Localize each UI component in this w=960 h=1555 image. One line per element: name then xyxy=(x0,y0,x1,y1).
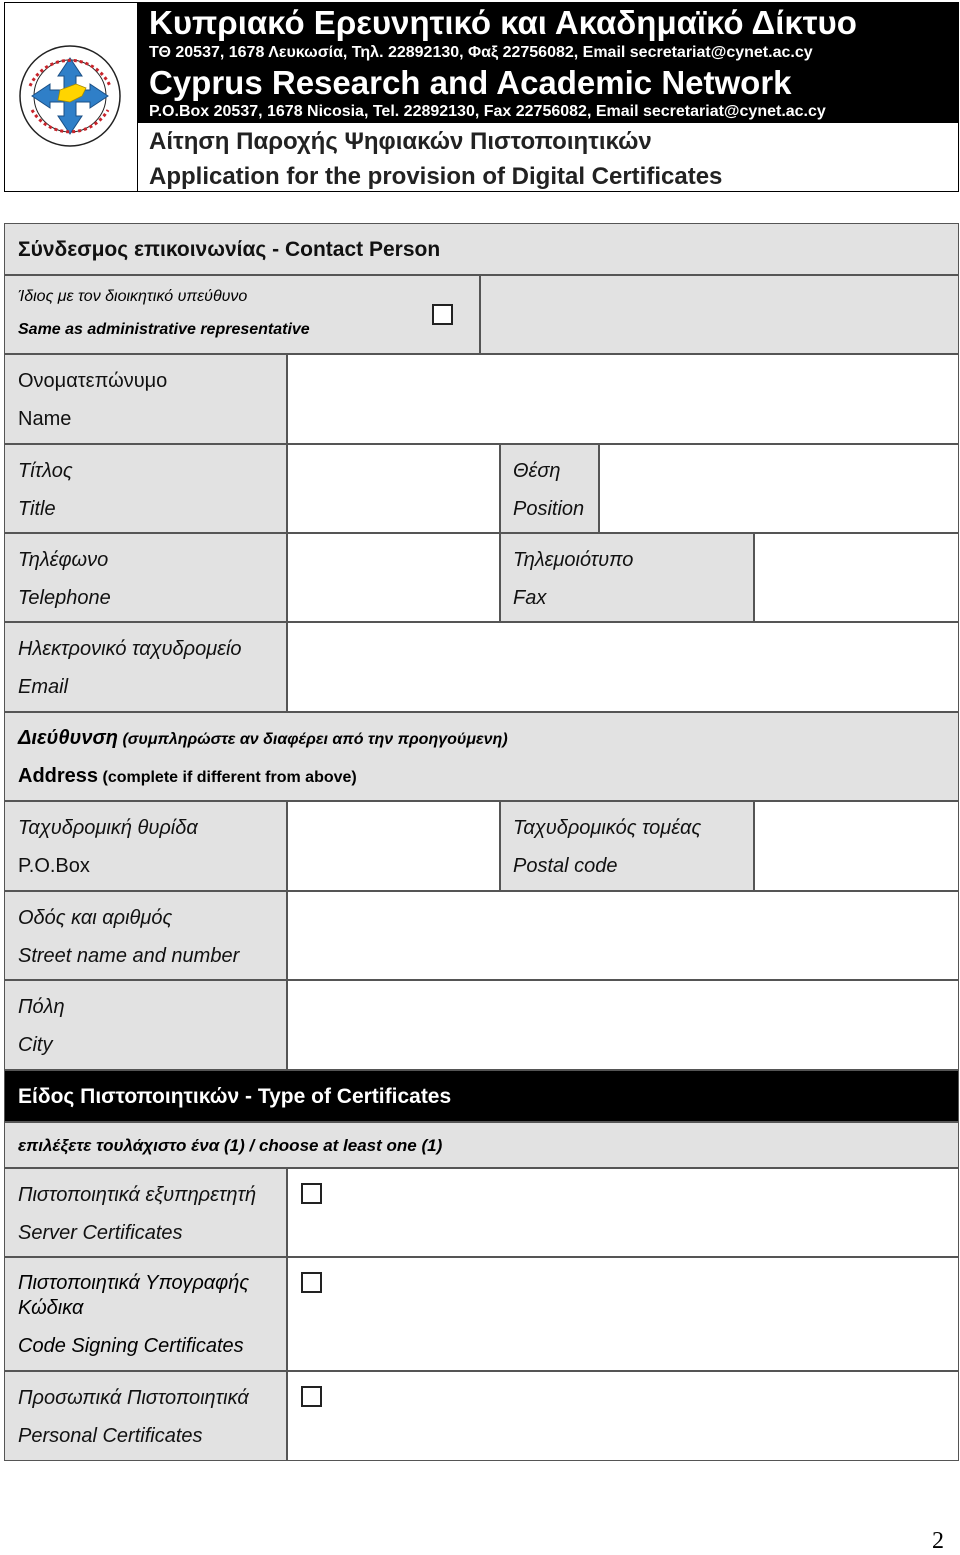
code-cert-label-en: Code Signing Certificates xyxy=(18,1335,244,1357)
address-en-bold: Address xyxy=(18,765,99,787)
org-name-en: Cyprus Research and Academic Network xyxy=(138,63,959,102)
personal-cert-label-en: Personal Certificates xyxy=(18,1425,203,1447)
pobox-label-gr: Ταχυδρομική θυρίδα xyxy=(18,817,198,839)
name-label-en: Name xyxy=(18,408,72,430)
fax-label-cell xyxy=(500,533,754,622)
city-label-en: City xyxy=(18,1034,53,1056)
fax-label-gr: Τηλεμοιότυπο xyxy=(513,549,634,571)
street-label-cell xyxy=(4,891,287,980)
server-cert-checkbox[interactable] xyxy=(301,1183,322,1204)
address-en-note: (complete if different from above) xyxy=(102,769,357,786)
server-cert-label-en: Server Certificates xyxy=(18,1222,183,1244)
email-label-cell xyxy=(4,622,287,712)
city-label-gr: Πόλη xyxy=(18,996,65,1018)
org-address-gr: ΤΘ 20537, 1678 Λευκωσία, Τηλ. 22892130, Φαξ 22756082, Email secretariat@cynet.ac.cy xyxy=(138,42,959,63)
street-label-gr: Οδός και αριθμός xyxy=(18,907,173,929)
title-label-cell xyxy=(4,444,287,533)
postal-label-en: Postal code xyxy=(513,855,618,877)
server-cert-cell xyxy=(287,1168,959,1257)
telephone-label-gr: Τηλέφωνο xyxy=(18,549,109,571)
street-field[interactable] xyxy=(287,891,959,980)
email-label-gr: Ηλεκτρονικό ταχυδρομείο xyxy=(18,638,242,660)
personal-cert-cell xyxy=(287,1371,959,1461)
title-label-gr: Τίτλος xyxy=(18,460,73,482)
same-as-admin-checkbox[interactable] xyxy=(432,304,453,325)
street-label-en: Street name and number xyxy=(18,945,240,967)
personal-cert-checkbox[interactable] xyxy=(301,1386,322,1407)
city-label-cell xyxy=(4,980,287,1070)
position-label-cell xyxy=(500,444,599,533)
contact-section-title: Σύνδεσμος επικοινωνίας - Contact Person xyxy=(18,238,441,261)
title-field[interactable] xyxy=(287,444,500,533)
position-label-en: Position xyxy=(513,498,585,520)
fax-field[interactable] xyxy=(754,533,959,622)
server-cert-label-cell xyxy=(4,1168,287,1257)
certificates-section-header xyxy=(4,1070,959,1122)
certificates-instruction-row xyxy=(4,1122,959,1168)
server-cert-label-gr: Πιστοποιητικά εξυπηρετητή xyxy=(18,1184,257,1206)
postal-label-gr: Ταχυδρομικός τομέας xyxy=(513,817,702,839)
code-cert-cell xyxy=(287,1257,959,1371)
telephone-field[interactable] xyxy=(287,533,500,622)
certificates-instruction: επιλέξετε τουλάχιστο ένα (1) / choose at least one (1) xyxy=(18,1136,443,1155)
certificates-section-title: Είδος Πιστοποιητικών - Type of Certificates xyxy=(18,1085,452,1108)
pobox-label-cell xyxy=(4,801,287,891)
code-cert-label-cell xyxy=(4,1257,287,1371)
name-label-cell xyxy=(4,354,287,444)
same-as-admin-gr: Ίδιος με τον διοικητικό υπεύθυνο xyxy=(18,288,248,305)
position-field[interactable] xyxy=(599,444,959,533)
fax-label-en: Fax xyxy=(513,587,547,609)
logo-cell xyxy=(4,2,138,192)
form-title-en: Application for the provision of Digital Certificates xyxy=(149,163,723,190)
name-label-gr: Ονοματεπώνυμο xyxy=(18,370,168,392)
postal-label-cell xyxy=(500,801,754,891)
same-as-admin-label-cell xyxy=(4,275,480,354)
code-cert-label-gr-1: Πιστοποιητικά Υπογραφής xyxy=(18,1272,250,1294)
pobox-label-en: P.O.Box xyxy=(18,855,90,877)
form-title-gr: Αίτηση Παροχής Ψηφιακών Πιστοποιητικών xyxy=(149,128,652,155)
telephone-label-en: Telephone xyxy=(18,587,111,609)
pobox-field[interactable] xyxy=(287,801,500,891)
telephone-label-cell xyxy=(4,533,287,622)
city-field[interactable] xyxy=(287,980,959,1070)
title-label-en: Title xyxy=(18,498,56,520)
same-as-admin-empty xyxy=(480,275,959,354)
email-label-en: Email xyxy=(18,676,69,698)
address-gr-note: (συμπληρώστε αν διαφέρει από την προηγούμενη) xyxy=(122,731,508,748)
same-as-admin-en: Same as administrative representative xyxy=(18,321,310,338)
address-title-en xyxy=(18,765,357,788)
name-field[interactable] xyxy=(287,354,959,444)
page-number: 2 xyxy=(932,1528,944,1554)
personal-cert-label-cell xyxy=(4,1371,287,1461)
address-gr-bold: Διεύθυνση xyxy=(18,727,118,749)
email-field[interactable] xyxy=(287,622,959,712)
postal-field[interactable] xyxy=(754,801,959,891)
org-name-gr: Κυπριακό Ερευνητικό και Ακαδημαϊκό Δίκτυο xyxy=(138,2,959,44)
code-cert-checkbox[interactable] xyxy=(301,1272,322,1293)
address-title-gr xyxy=(18,727,508,750)
contact-section-header xyxy=(4,223,959,275)
position-label-gr: Θέση xyxy=(513,460,561,482)
personal-cert-label-gr: Προσωπικά Πιστοποιητικά xyxy=(18,1387,249,1409)
org-address-en: P.O.Box 20537, 1678 Nicosia, Tel. 22892130, Fax 22756082, Email secretariat@cynet.ac.cy xyxy=(138,101,959,123)
kead-logo-icon xyxy=(10,26,130,166)
code-cert-label-gr-2: Κώδικα xyxy=(18,1297,84,1319)
address-header xyxy=(4,712,959,801)
